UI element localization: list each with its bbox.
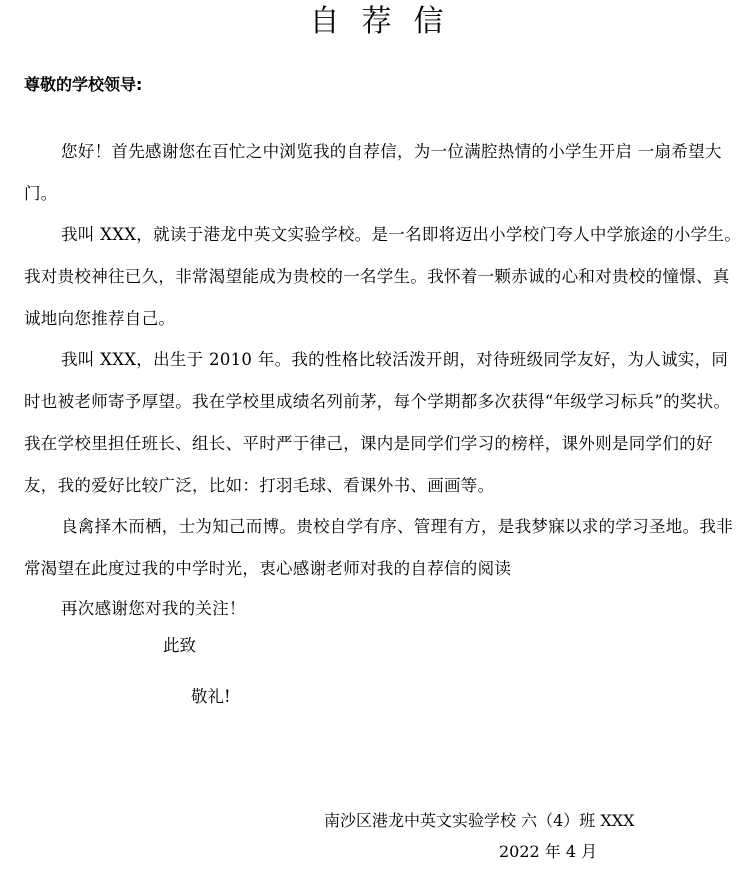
letter-date: 2022 年 4 月 [499, 842, 598, 861]
closing-jingli: 敬礼! [191, 687, 231, 706]
paragraph-introduction: 我叫 XXX，就读于港龙中英文实验学校。是一名即将迈出小学校门夸人中学旅途的小学生。我对贵校神往已久，非常渴望能成为贵校的一名学生。我怀着一颗赤诚的心和对贵校的憧憬、真诚地向您推荐自己。 [24, 225, 742, 328]
closing-cizhi: 此致 [163, 636, 196, 655]
signature: 南沙区港龙中英文实验学校 六（4）班 XXX [324, 811, 635, 830]
paragraph-thanks: 再次感谢您对我的关注！ [61, 599, 246, 618]
salutation: 尊敬的学校领导: [24, 75, 143, 94]
paragraph-greeting: 您好！首先感谢您在百忙之中浏览我的自荐信，为一位满腔热情的小学生开启 一扇希望大门。 [24, 142, 722, 203]
paragraph-personal-details: 我叫 XXX，出生于 2010 年。我的性格比较活泼开朗，对待班级同学友好，为人诚实，同时也被老师寄予厚望。我在学校里成绩名列前茅，每个学期都多次获得“年级学习标兵”的奖状。我在学校里担任班长、组长、平时严于律己，课内是同学们学习的榜样，课外则是同学们的好友，我的爱好比较广泛，比如：打羽毛球、看课外书、画画等。 [24, 350, 731, 495]
paragraph-aspiration: 良禽择木而栖，士为知己而博。贵校自学有序、管理有方，是我梦寐以求的学习圣地。我非常渴望在此度过我的中学时光，衷心感谢老师对我的自荐信的阅读 [24, 517, 733, 578]
letter-title: 自荐信 [309, 4, 466, 39]
